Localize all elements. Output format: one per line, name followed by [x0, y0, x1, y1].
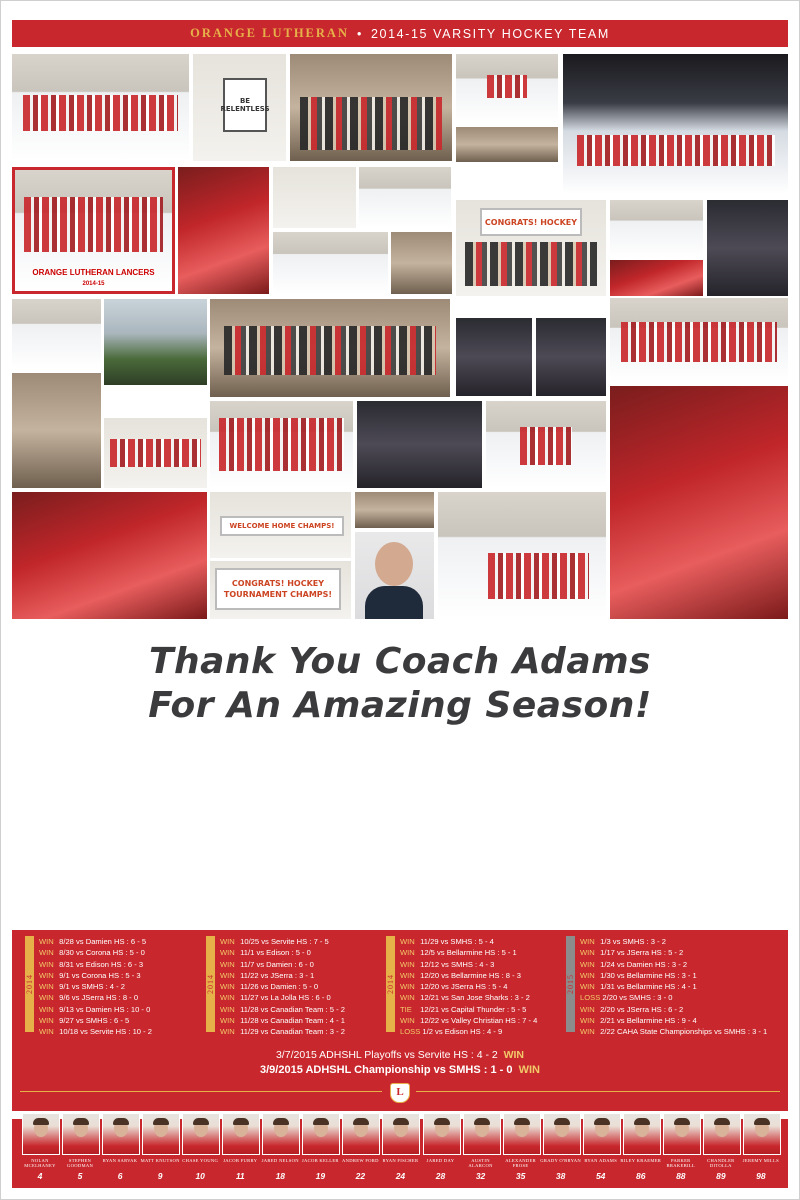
arena-stands-photo [355, 492, 434, 528]
player-photo [142, 1113, 180, 1155]
pileup-photo [12, 492, 207, 619]
team-group-photo [290, 54, 452, 161]
player-card [221, 1113, 259, 1187]
coach-hug-photo [178, 167, 269, 294]
welcome-home-photo [210, 492, 351, 558]
bus-ride-photo [357, 401, 482, 488]
game-row: WIN 11/26 vs Damien : 5 - 0 [220, 982, 319, 992]
player-number: 11 [235, 1171, 245, 1181]
player-card [141, 1113, 179, 1187]
player-card [422, 1113, 460, 1187]
playoff-result-tag: WIN [503, 1049, 525, 1061]
game-row: WIN 2/22 CAHA State Championships vs SMHS : 3 - 1 [580, 1027, 768, 1037]
title-separator: • [356, 26, 363, 41]
gold-divider-right [416, 1091, 780, 1092]
player-name: JARED NELSON [261, 1158, 299, 1163]
player-name: PARKER BRAKEBILL [666, 1158, 696, 1169]
game-row: WIN 12/20 vs Bellarmine HS : 8 - 3 [400, 970, 521, 980]
congrats-hockey-sign: CONGRATS! HOCKEY [480, 208, 582, 236]
game-row: WIN 10/25 vs Servite HS : 7 - 5 [220, 937, 329, 946]
year-tab: 2014 [386, 936, 395, 1032]
game-row: WIN 11/29 vs SMHS : 5 - 4 [400, 937, 494, 946]
locker-room-selfie-photo [610, 386, 788, 619]
player-name: JACOB FURRY [223, 1158, 258, 1163]
gold-divider-left [20, 1091, 382, 1092]
player-number: 18 [275, 1171, 286, 1181]
player-number: 24 [395, 1171, 406, 1181]
player-photo [342, 1113, 380, 1155]
player-name: RYAN SARVAK [102, 1158, 138, 1163]
game-row: WIN 8/31 vs Edison HS : 6 - 3 [39, 959, 144, 969]
game-row: WIN 11/28 vs Canadian Team : 4 - 1 [220, 1016, 345, 1026]
game-row: WIN 2/20 vs JSerra HS : 6 - 2 [580, 1004, 684, 1014]
game-row: WIN 9/27 vs SMHS : 6 - 5 [39, 1016, 130, 1026]
player-photo [22, 1113, 60, 1155]
player-name: NOLAN MCELHANEY [24, 1158, 56, 1169]
team-celebration-photo [12, 54, 189, 161]
game-row: WIN 9/6 vs JSerra HS : 8 - 0 [39, 993, 139, 1003]
player-name: JACOB KELLER [301, 1158, 339, 1163]
player-name: CHANDLER DITOLLA [707, 1158, 735, 1169]
game-list [400, 936, 537, 1038]
player-photo [62, 1113, 100, 1155]
player-number: 89 [716, 1171, 726, 1181]
player-number: 19 [315, 1171, 326, 1181]
parents-party-photo [707, 200, 788, 296]
game-row: TIE 12/21 vs Capital Thunder : 5 - 5 [400, 1004, 527, 1014]
congrats-sign-group-photo [456, 200, 606, 296]
player-card [462, 1113, 500, 1187]
player-photo [703, 1113, 741, 1155]
faceoff-photo [359, 167, 451, 228]
outdoor-trip-photo [104, 299, 207, 385]
team-banner-text: ORANGE LUTHERAN LANCERS [32, 268, 155, 277]
player-photo [663, 1113, 701, 1155]
game-row: WIN 12/20 vs JSerra HS : 5 - 4 [400, 982, 508, 992]
player-card [381, 1113, 419, 1187]
player-number: 54 [595, 1171, 606, 1181]
championship-result [0, 1064, 800, 1076]
game-row: WIN 12/12 vs SMHS : 4 - 3 [400, 959, 495, 969]
player-number: 22 [355, 1171, 366, 1181]
bench-photo [456, 318, 532, 396]
player-number: 28 [435, 1171, 446, 1181]
game-row: WIN 8/28 vs Damien HS : 6 - 5 [39, 937, 147, 946]
team-banner-year: 2014-15 [82, 281, 105, 287]
on-ice-celebration-photo [486, 401, 606, 488]
player-photo [182, 1113, 220, 1155]
year-tab: 2015 [566, 936, 575, 1032]
game-play-photo [610, 200, 703, 258]
thank-you-line-1: Thank You Coach Adams [148, 641, 652, 682]
game-row: WIN 11/29 vs Canadian Team : 3 - 2 [220, 1027, 345, 1037]
locker-sign-photo [193, 54, 286, 161]
player-name: CHASE YOUNG [182, 1158, 219, 1163]
player-number: 6 [117, 1171, 123, 1181]
player-photo [583, 1113, 621, 1155]
be-relentless-sign: BE RELENTLESS [223, 78, 267, 132]
game-row: WIN 12/5 vs Bellarmine HS : 5 - 1 [400, 948, 517, 958]
game-row: WIN 9/1 vs SMHS : 4 - 2 [39, 982, 125, 992]
player-number: 86 [636, 1171, 646, 1181]
player-photo [743, 1113, 781, 1155]
player-name: RILEY KRAEMER [620, 1158, 662, 1163]
game-row: WIN 9/1 vs Corona HS : 5 - 3 [39, 970, 141, 980]
game-row: WIN 12/21 vs San Jose Sharks : 3 - 2 [400, 993, 530, 1003]
player-card [101, 1113, 139, 1187]
player-name: ANDREW FORD [342, 1158, 379, 1163]
goalie-photo [12, 299, 101, 369]
player-card [61, 1113, 99, 1187]
game-row: LOSS 2/20 vs SMHS : 3 - 0 [580, 993, 673, 1003]
player-photo [382, 1113, 420, 1155]
player-card [261, 1113, 299, 1187]
game-row: WIN 1/30 vs Bellarmine HS : 3 - 1 [580, 970, 697, 980]
player-number: 38 [555, 1171, 566, 1181]
families-group-photo [210, 299, 450, 397]
player-name: JEREMY MILLS [742, 1158, 779, 1163]
player-photo [503, 1113, 541, 1155]
player-photo [543, 1113, 581, 1155]
playoff-text: 3/7/2015 ADHSHL Playoffs vs Servite HS : 4 - 2 [275, 1049, 498, 1061]
player-number: 9 [157, 1171, 163, 1181]
player-card [502, 1113, 540, 1187]
poster-title-bar [12, 20, 788, 47]
playoff-result [0, 1049, 800, 1061]
player-card [622, 1113, 660, 1187]
player-name: RYAN ADAMS [584, 1158, 618, 1163]
game-list [39, 936, 152, 1038]
player-name: ALEXANDER FROSE [505, 1158, 536, 1169]
player-photo [222, 1113, 260, 1155]
game-row: WIN 8/30 vs Corona HS : 5 - 0 [39, 948, 145, 958]
player-number: 5 [77, 1171, 83, 1181]
trophy-case-photo [391, 232, 452, 294]
welcome-home-sign: WELCOME HOME CHAMPS! [220, 516, 344, 536]
player-number: 4 [37, 1171, 43, 1181]
game-list [220, 936, 345, 1038]
team-trophy-photo [104, 418, 207, 488]
game-row: WIN 1/17 vs JSerra HS : 5 - 2 [580, 948, 684, 958]
arena-lineup-photo [563, 54, 788, 194]
coach-adams-portrait [355, 532, 434, 619]
lancers-shield-logo: L [390, 1083, 410, 1103]
player-name: JARED DAY [426, 1158, 455, 1163]
game-row: WIN 10/18 vs Servite HS : 10 - 2 [39, 1027, 152, 1037]
player-number: 35 [515, 1171, 526, 1181]
game-row: WIN 11/7 vs Damien : 6 - 0 [220, 959, 314, 969]
player-photo [262, 1113, 300, 1155]
championship-text: 3/9/2015 ADHSHL Championship vs SMHS : 1 - 0 [260, 1064, 513, 1076]
game-row: WIN 1/3 vs SMHS : 3 - 2 [580, 937, 666, 946]
player-number: 88 [676, 1171, 686, 1181]
player-name: GRADY O'BRYAN [540, 1158, 581, 1163]
game-row: WIN 11/27 vs La Jolla HS : 6 - 0 [220, 993, 331, 1003]
school-name: ORANGE LUTHERAN [190, 26, 349, 40]
trophy-celebration-photo [210, 401, 353, 488]
player-card [662, 1113, 700, 1187]
tournament-sign-photo [210, 561, 351, 619]
game-list [580, 936, 767, 1038]
player-photo [302, 1113, 340, 1155]
year-tab: 2014 [25, 936, 34, 1032]
team-lineup-photo [610, 298, 788, 382]
player-name: RYAN FISCHER [382, 1158, 419, 1163]
player-photo [423, 1113, 461, 1155]
game-row: WIN 2/21 vs Bellarmine HS : 9 - 4 [580, 1016, 697, 1026]
player-name: MATT KNUTSON [140, 1158, 180, 1163]
game-row: WIN 1/31 vs Bellarmine HS : 4 - 1 [580, 982, 697, 992]
team-bus-photo [536, 318, 606, 396]
thank-you-line-2: For An Amazing Season! [148, 685, 652, 726]
whiteboard-photo [273, 167, 356, 228]
player-card [181, 1113, 219, 1187]
game-row: WIN 11/1 vs Edison : 5 - 0 [220, 948, 311, 958]
player-card [301, 1113, 339, 1187]
team-title: 2014-15 VARSITY HOCKEY TEAM [370, 26, 610, 41]
team-portrait-photo [12, 167, 175, 294]
player-photo [623, 1113, 661, 1155]
classroom-photo [12, 373, 101, 488]
player-number: 32 [475, 1171, 486, 1181]
championship-pile-photo [438, 492, 606, 619]
player-name: STEPHEN GOODMAN [67, 1158, 94, 1169]
player-name: AUSTIN ALARCON [468, 1158, 493, 1169]
crowd-photo [610, 260, 703, 296]
game-row: WIN 11/22 vs JSerra : 3 - 1 [220, 970, 315, 980]
player-card [542, 1113, 580, 1187]
player-card [341, 1113, 379, 1187]
player-card [742, 1113, 780, 1187]
game-row: WIN 1/24 vs Damien HS : 3 - 2 [580, 959, 688, 969]
player-number: 98 [756, 1171, 766, 1181]
player-card [702, 1113, 740, 1187]
player-photo [463, 1113, 501, 1155]
year-tab: 2014 [206, 936, 215, 1032]
championship-result-tag: WIN [518, 1064, 540, 1076]
game-row: LOSS 1/2 vs Edison HS : 4 - 9 [400, 1027, 503, 1037]
player-photo [102, 1113, 140, 1155]
game-row: WIN 12/22 vs Valley Christian HS : 7 - 4 [400, 1016, 538, 1026]
player-number: 10 [195, 1171, 205, 1181]
team-dinner-photo [456, 127, 558, 162]
player-card [582, 1113, 620, 1187]
game-row: WIN 9/13 vs Damien HS : 10 - 0 [39, 1004, 151, 1014]
player-card [21, 1113, 59, 1187]
hockey-hug-photo [456, 54, 558, 123]
rink-action-photo [273, 232, 388, 294]
tournament-champs-sign: CONGRATS! HOCKEY TOURNAMENT CHAMPS! [215, 568, 341, 610]
thank-you-message [0, 640, 800, 728]
game-row: WIN 11/28 vs Canadian Team : 5 - 2 [220, 1004, 345, 1014]
